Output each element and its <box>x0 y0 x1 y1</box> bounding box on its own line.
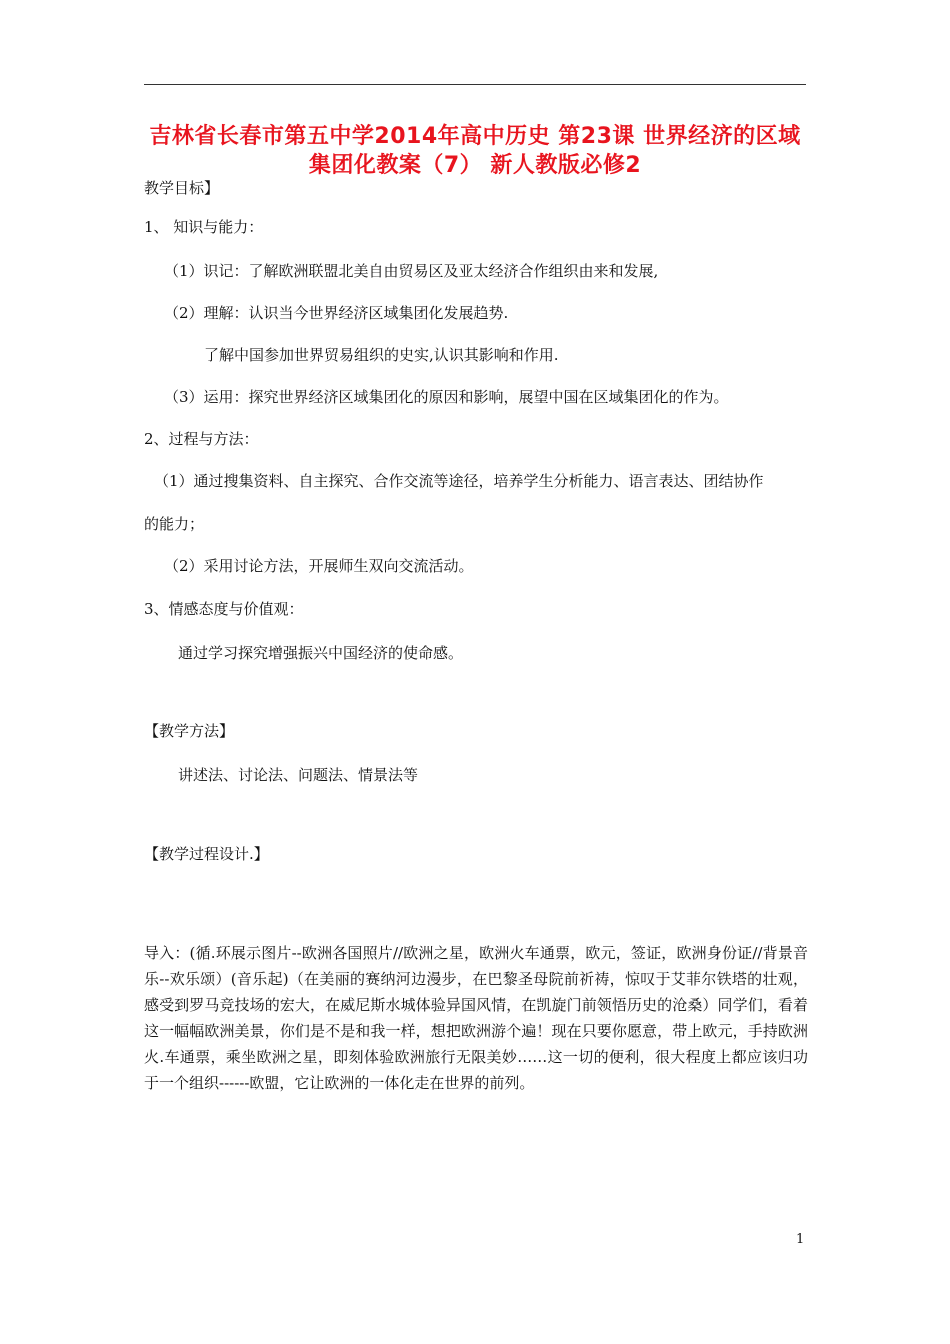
title-line-1: 吉林省长春市第五中学2014年高中历史 第23课 世界经济的区域 <box>149 124 801 149</box>
objective-2-sub-2: （2）采用讨论方法，开展师生双向交流活动。 <box>164 557 474 575</box>
objective-2-sub-1: （1）通过搜集资料、自主探究、合作交流等途径，培养学生分析能力、语言表达、团结协作 <box>154 472 764 490</box>
objective-1-sub-1: （1）识记：了解欧洲联盟北美自由贸易区及亚太经济合作组织由来和发展, <box>164 262 659 280</box>
objective-1-sub-2b: 了解中国参加世界贸易组织的史实,认识其影响和作用. <box>204 346 559 364</box>
document-title <box>144 122 806 180</box>
title-line-2: 集团化教案（7） 新人教版必修2 <box>308 153 642 178</box>
objective-1-heading: 1、 知识与能力： <box>144 218 264 236</box>
objective-1-sub-3: （3）运用：探究世界经济区域集团化的原因和影响，展望中国在区域集团化的作为。 <box>164 388 729 406</box>
objectives-heading: 教学目标】 <box>144 179 220 197</box>
objective-3-heading: 3、情感态度与价值观： <box>144 600 304 618</box>
objective-2-sub-1b: 的能力； <box>144 515 205 533</box>
objective-2-heading: 2、过程与方法： <box>144 430 259 448</box>
methods-heading: 【教学方法】 <box>144 722 235 740</box>
process-heading: 【教学过程设计.】 <box>144 845 269 863</box>
methods-content: 讲述法、讨论法、问题法、情景法等 <box>178 766 419 784</box>
header-rule <box>144 84 806 85</box>
objective-3-sub-1: 通过学习探究增强振兴中国经济的使命感。 <box>178 644 464 662</box>
intro-paragraph: 导入：(循.环展示图片--欧洲各国照片//欧洲之星，欧洲火车通票，欧元，签证，欧洲身份证//背景音乐--欢乐颂）(音乐起)（在美丽的赛纳河边漫步，在巴黎圣母院前祈祷，惊叹于艾菲尔铁塔的壮观，感受到罗马竞技场的宏大，在威尼斯水城体验异国风情，在凯旋门前领悟历史的沧桑）同学们，看着这一幅幅欧洲美景，你们是不是和我一样，想把欧洲游个遍！现在只要你愿意，带上欧元，手持欧洲火.车通票，乘坐欧洲之星，即刻体验欧洲旅行无限美妙……这一切的便利，很大程度上都应该归功于一个组织------欧盟，它让欧洲的一体化走在世界的前列。 <box>144 944 808 1092</box>
page-number: 1 <box>796 1232 805 1247</box>
objective-1-sub-2: （2）理解：认识当今世界经济区域集团化发展趋势. <box>164 304 509 322</box>
